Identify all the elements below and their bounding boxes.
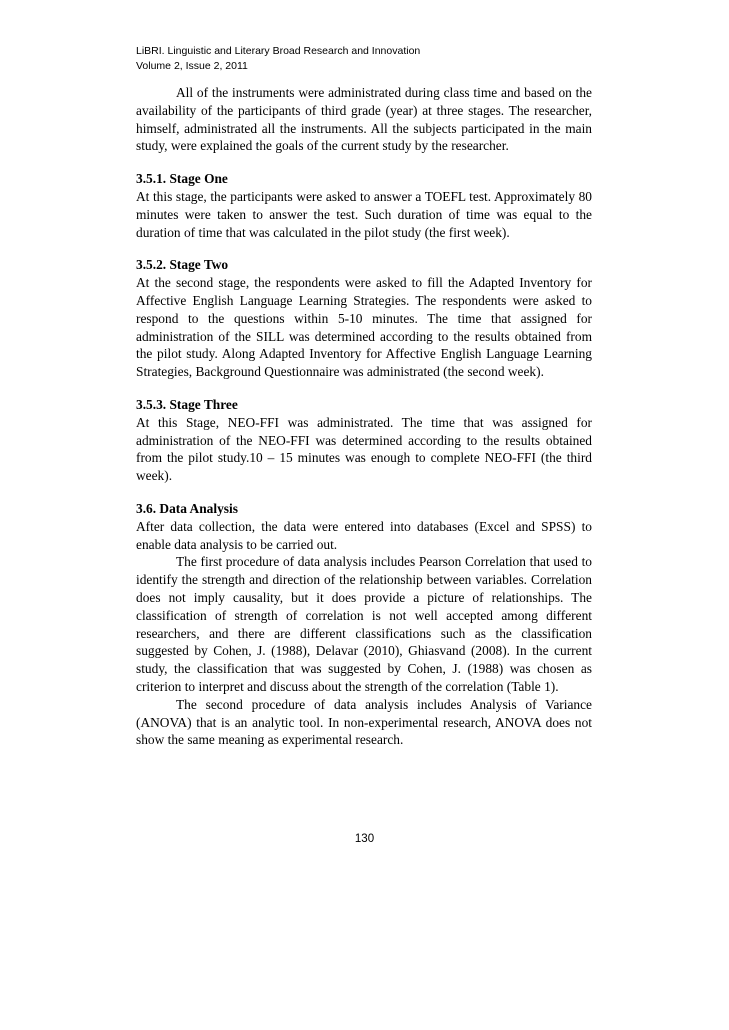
section-stage-two: [136, 256, 592, 381]
journal-title: LiBRI. Linguistic and Literary Broad Research and Innovation: [136, 45, 421, 57]
section-data-analysis: [136, 500, 592, 749]
section-heading: 3.5.3. Stage Three: [136, 396, 238, 412]
page-number: 130: [354, 833, 375, 845]
section-heading: 3.5.2. Stage Two: [136, 257, 229, 273]
section-stage-three: [136, 396, 592, 485]
body-paragraph: The first procedure of data analysis includes Pearson Correlation that used to identify the strength and direction of the relationship between variables. Correlation does not imply causality, but it does provide a picture of relationships. The classification of strength of correlation is not well accepted among different researchers, and there are different classifications such as the classification suggested by Cohen, J. (1988), Delavar (2010), Ghiasvand (2008). In the current study, the classification that was suggested by Cohen, J. (1988) was chosen as criterion to interpret and discuss about the strength of the correlation (Table 1).: [136, 554, 592, 694]
page-content: [136, 44, 592, 749]
body-paragraph: The second procedure of data analysis includes Analysis of Variance (ANOVA) that is an analytic tool. In non-experimental research, ANOVA does not show the same meaning as experimental research.: [136, 696, 592, 748]
intro-paragraph: All of the instruments were administrated during class time and based on the availability of the participants of third grade (year) at three stages. The researcher, himself, administrated all the instruments. All the subjects participated in the main study, were explained the goals of the current study by the researcher.: [136, 85, 592, 154]
section-heading: 3.6. Data Analysis: [136, 500, 238, 516]
section-heading: 3.5.1. Stage One: [136, 171, 228, 187]
body-paragraph: At the second stage, the respondents were asked to fill the Adapted Inventory for Affective English Language Learning Strategies. The respondents were asked to respond to the questions within 5-10 minutes. The time that assigned for administration of the SILL was determined according to the results obtained from the pilot study. Along Adapted Inventory for Affective English Language Learning Strategies, Background Questionnaire was administrated (the second week).: [136, 275, 592, 380]
body-paragraph: At this stage, the participants were asked to answer a TOEFL test. Approximately 80 minutes were taken to answer the test. Such duration of time was equal to the duration of time that was calculated in the pilot study (the first week).: [136, 188, 592, 240]
volume-issue: Volume 2, Issue 2, 2011: [136, 60, 248, 72]
section-stage-one: [136, 170, 592, 241]
running-header: [136, 44, 592, 74]
body-paragraph: At this Stage, NEO-FFI was administrated. The time that was assigned for administration of the NEO-FFI was determined according to the results obtained from the pilot study.10 – 15 minutes was enough to complete NEO-FFI (the third week).: [136, 414, 592, 484]
body-paragraph: After data collection, the data were entered into databases (Excel and SPSS) to enable data analysis to be carried out.: [136, 518, 592, 552]
